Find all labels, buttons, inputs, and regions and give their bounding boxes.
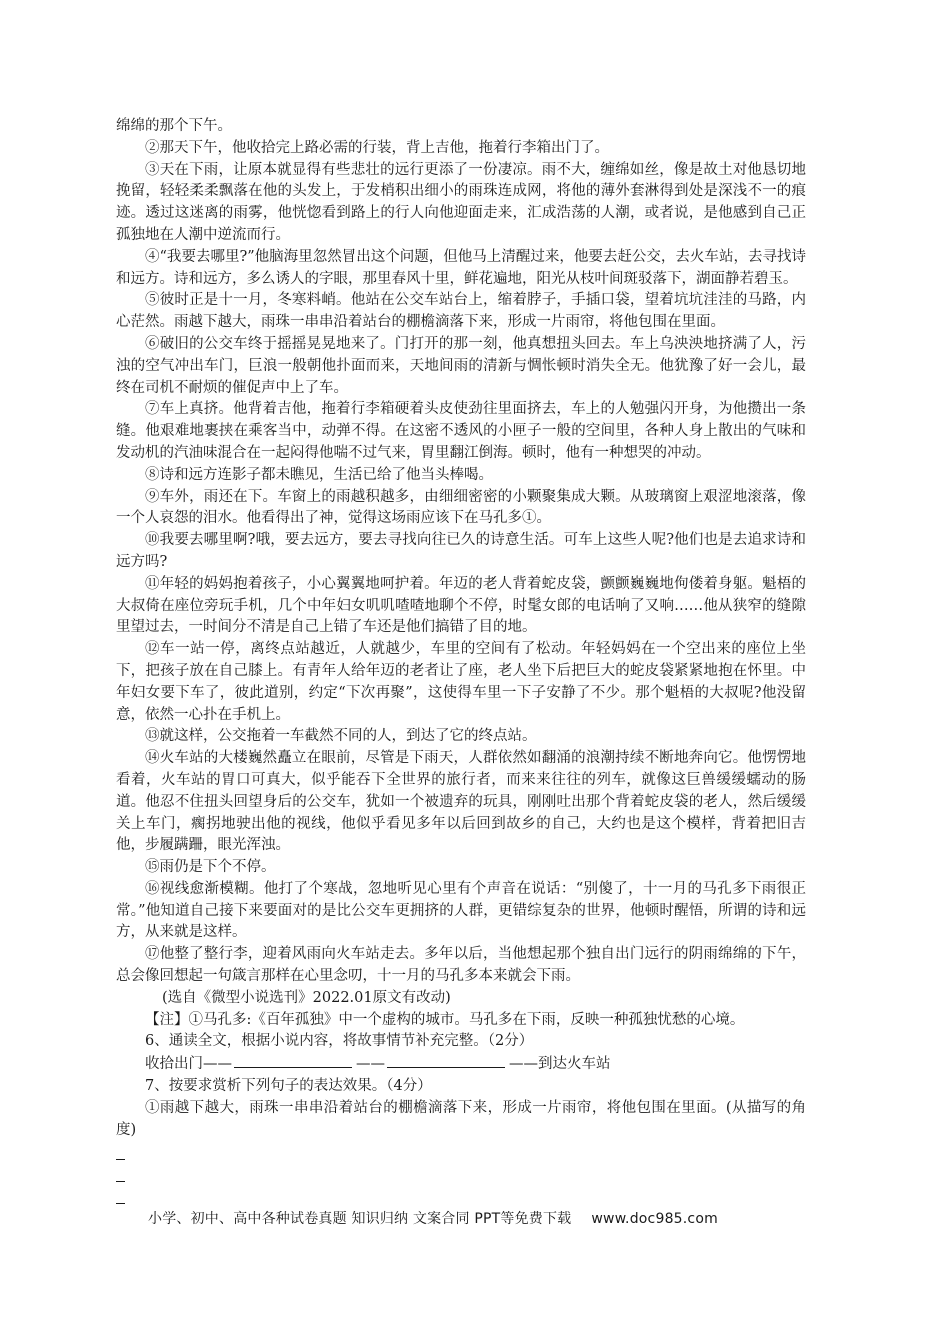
- answer-blank-1[interactable]: [234, 1053, 352, 1068]
- paragraph-15: ⑮雨仍是下个不停。: [145, 859, 276, 876]
- paragraph-17: ⑰他整了整行李，迎着风雨向火车站走去。多年以后，当他想起那个独自出门远行的阴雨绵绵的下午，总会像回想起一句箴言那样在心里念叨，十一月的马孔多本来就会下雨。: [116, 946, 806, 985]
- source-citation: (选自《微型小说选刊》2022.01原文有改动): [162, 989, 451, 1006]
- answer-lines: [116, 1143, 806, 1209]
- answer-line-3[interactable]: [116, 1187, 125, 1209]
- paragraph-14: ⑭火车站的大楼巍然矗立在眼前，尽管是下雨天，人群依然如翻涌的浪潮持续不断地奔向它。他愣愣地看着，火车站的胃口可真大，似乎能吞下全世界的旅行者，而来来往往的列车，就像这巨兽缓缓蠕动的肠道。他忍不住扭头回望身后的公交车，犹如一个被遗弃的玩具，刚刚吐出那个背着蛇皮袋的老人，然后缓缓关上车门，瘸拐地驶出他的视线，他似乎看见多年以后回到故乡的自己，大约也是这个模样，背着把旧吉他，步履蹒跚，眼光浑浊。: [116, 750, 806, 854]
- page-footer: [148, 1208, 718, 1228]
- question-6-plot-line: [116, 1053, 806, 1076]
- paragraph-4: ④“我要去哪里?”他脑海里忽然冒出这个问题，但他马上清醒过来，他要去赶公交，去火车站，去寻找诗和远方。诗和远方，多么诱人的字眼，那里春风十里，鲜花遍地，阳光从枝叶间斑驳落下，湖面静若碧玉。: [116, 248, 806, 287]
- question-6-prompt: 6、通读全文，根据小说内容，将故事情节补充完整。（2分）: [145, 1033, 534, 1050]
- footnote: 【注】①马孔多:《百年孤独》中一个虚构的城市。马孔多在下雨，反映一种孤独忧愁的心境。: [145, 1011, 745, 1028]
- footer-url[interactable]: www.doc985.com: [591, 1211, 718, 1227]
- paragraph-12: ⑫车一站一停，离终点站越近，人就越少，车里的空间有了松动。年轻妈妈在一个空出来的座位上坐下，把孩子放在自己膝上。有青年人给年迈的老者让了座，老人坐下后把巨大的蛇皮袋紧紧地抱在怀里。中年妇女要下车了，彼此道别，约定“下次再聚”，这使得车里一下子安静了不少。那个魁梧的大叔呢?他没留意，依然一心扑在手机上。: [116, 641, 806, 723]
- paragraph-8: ⑧诗和远方连影子都未瞧见，生活已给了他当头棒喝。: [145, 466, 493, 483]
- answer-line-1[interactable]: [116, 1143, 125, 1165]
- paragraph-11: ⑪年轻的妈妈抱着孩子，小心翼翼地呵护着。年迈的老人背着蛇皮袋，颤颤巍巍地佝偻着身躯。魁梧的大叔倚在座位旁玩手机，几个中年妇女叽叽喳喳地聊个不停，时髦女郎的电话响了又响……他从狭窄的缝隙里望过去，一时间分不清是自己上错了车还是他们搞错了目的地。: [116, 575, 806, 636]
- paragraph-5: ⑤彼时正是十一月，冬寒料峭。他站在公交车站台上，缩着脖子，手插口袋，望着坑坑洼洼的马路，内心茫然。雨越下越大，雨珠一串串沿着站台的棚檐滴落下来，形成一片雨帘，将他包围在里面。: [116, 292, 806, 331]
- paragraph-6: ⑥破旧的公交车终于摇摇晃晃地来了。门打开的那一刻，他真想扭头回去。车上乌泱泱地挤满了人，污浊的空气冲出车门，巨浪一般朝他扑面而来，天地间雨的清新与惆怅顿时消失全无。他犹豫了好一会儿，最终在司机不耐烦的催促声中上了车。: [116, 335, 806, 396]
- paragraph-7: ⑦车上真挤。他背着吉他，拖着行李箱硬着头皮使劲往里面挤去，车上的人勉强闪开身，为他攒出一条缝。他艰难地裹挟在乘客当中，动弹不得。在这密不透风的小匣子一般的空间里，各种人身上散出的气味和发动机的汽油味混合在一起闷得他喘不过气来，胃里翻江倒海。顿时，他有一种想哭的冲动。: [116, 401, 806, 461]
- plot-start-label: 收拾出门——: [145, 1056, 232, 1073]
- document-page: [116, 116, 806, 1209]
- paragraph-16: ⑯视线愈渐模糊。他打了个寒战，忽地听见心里有个声音在说话：“别傻了，十一月的马孔多下雨很正常。”他知道自己接下来要面对的是比公交车更拥挤的人群，更错综复杂的世界，他顿时醒悟，所谓的诗和远方，从来就是这样。: [116, 880, 806, 941]
- answer-blank-2[interactable]: [387, 1053, 505, 1068]
- paragraph-9: ⑨车外，雨还在下。车窗上的雨越积越多，由细细密密的小颗聚集成大颗。从玻璃窗上艰涩地滚落，像一个人哀怨的泪水。他看得出了神，觉得这场雨应该下在马孔多①。: [116, 488, 806, 527]
- paragraph-10: ⑩我要去哪里啊?哦，要去远方，要去寻找向往已久的诗意生活。可车上这些人呢?他们也是去追求诗和远方吗?: [116, 532, 806, 570]
- paragraph-13: ⑬就这样，公交拖着一车截然不同的人，到达了它的终点站。: [145, 728, 537, 745]
- footer-text: 小学、初中、高中各种试卷真题 知识归纳 文案合同 PPT等免费下载: [148, 1211, 572, 1227]
- plot-end-label: ——到达火车站: [509, 1056, 611, 1073]
- answer-line-2[interactable]: [116, 1165, 125, 1187]
- paragraph-2: ②那天下午，他收拾完上路必需的行装，背上吉他，拖着行李箱出门了。: [145, 139, 609, 156]
- plot-mid-label: ——: [356, 1056, 385, 1073]
- question-7-prompt: 7、按要求赏析下列句子的表达效果。（4分）: [145, 1078, 432, 1095]
- paragraph-3: ③天在下雨，让原本就显得有些悲壮的远行更添了一份凄凉。雨不大，缠绵如丝，像是故土对他恳切地挽留，轻轻柔柔飘落在他的头发上，于发梢积出细小的雨珠连成网，将他的薄外套淋得到处是深浅不一的痕迹。透过这迷离的雨雾，他恍惚看到路上的行人向他迎面走来，汇成浩荡的人潮，或者说，是他感到自己正孤独地在人潮中逆流而行。: [116, 161, 806, 243]
- question-7-item-1: ①雨越下越大，雨珠一串串沿着站台的棚檐滴落下来，形成一片雨帘，将他包围在里面。(从描写的角度): [116, 1099, 806, 1138]
- paragraph-continuation: 绵绵的那个下午。: [116, 118, 232, 134]
